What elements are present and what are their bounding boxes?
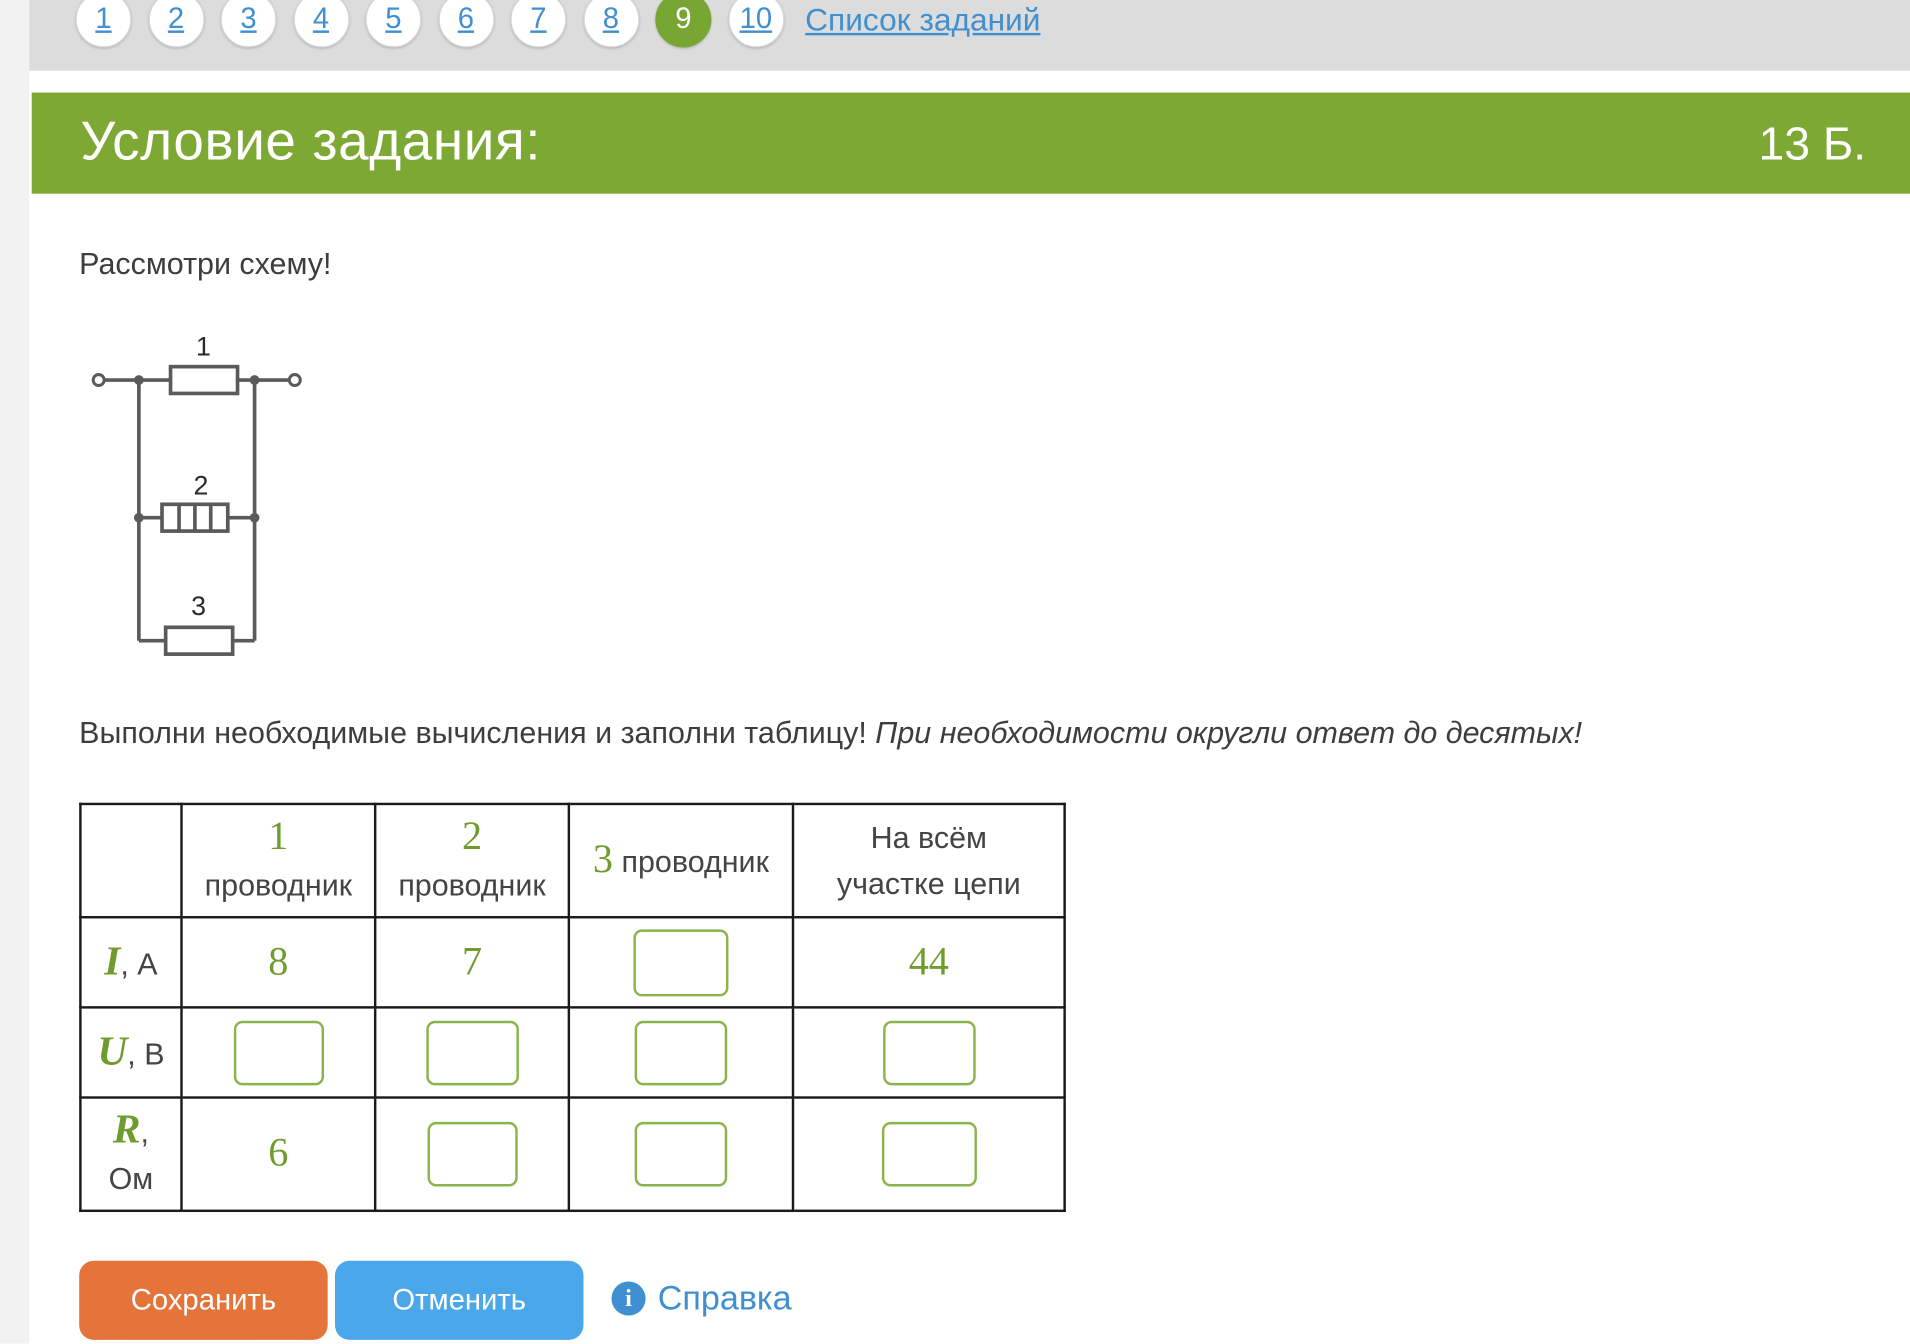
row-head-voltage	[80, 1007, 181, 1097]
resistor-1	[171, 367, 238, 394]
instruction-italic: При необходимости округли ответ до десятых!	[875, 716, 1583, 751]
input-r-total[interactable]	[881, 1122, 976, 1187]
cell-u-1	[181, 1007, 375, 1097]
task-nav-7[interactable]: 7	[510, 0, 566, 48]
input-r-3[interactable]	[635, 1122, 728, 1187]
cell-i-3	[569, 917, 793, 1007]
col-head-3	[569, 804, 793, 917]
junction-dot-4	[250, 513, 260, 523]
input-u-total[interactable]	[883, 1020, 976, 1085]
task-nav-6[interactable]: 6	[438, 0, 494, 48]
help-link-label: Справка	[657, 1279, 792, 1317]
resistor-label-3: 3	[191, 591, 207, 622]
resistor-label-1: 1	[195, 331, 211, 362]
value-i-total: 44	[908, 939, 949, 984]
col-head-total: На всём участке цепи	[793, 804, 1065, 917]
input-u-3[interactable]	[635, 1020, 728, 1085]
intro-text: Рассмотри схему!	[79, 247, 332, 282]
task-nav-4[interactable]: 4	[293, 0, 349, 48]
unit-voltage: , В	[127, 1037, 165, 1072]
save-button[interactable]: Сохранить	[79, 1261, 327, 1340]
col-head-2-num: 2	[461, 814, 483, 859]
cell-u-total	[793, 1007, 1065, 1097]
col-head-3-text: проводник	[621, 844, 769, 879]
unit-resistance: Ом	[108, 1161, 154, 1196]
cancel-button[interactable]: Отменить	[335, 1261, 583, 1340]
input-u-2[interactable]	[426, 1020, 519, 1085]
col-head-1	[181, 804, 375, 917]
input-i-3[interactable]	[633, 929, 728, 996]
cell-u-3	[569, 1007, 793, 1097]
terminal-left	[93, 375, 104, 386]
table-row-resistance	[80, 1098, 1064, 1211]
row-head-current	[80, 917, 181, 1007]
col-head-3-num: 3	[592, 837, 614, 882]
col-head-2-text: проводник	[398, 867, 546, 903]
help-link[interactable]	[611, 1279, 791, 1318]
task-nav-10[interactable]: 10	[728, 0, 784, 48]
circuit-diagram	[76, 319, 320, 666]
col-head-2	[375, 804, 569, 917]
symbol-current: I	[104, 939, 121, 985]
value-r-1: 6	[268, 1131, 289, 1176]
info-icon: i	[611, 1281, 645, 1315]
task-nav-5[interactable]: 5	[365, 0, 421, 48]
symbol-resistance: R	[112, 1106, 141, 1152]
task-nav	[76, 0, 1041, 50]
task-nav-1[interactable]: 1	[76, 0, 132, 48]
unit-resistance-comma: ,	[140, 1115, 149, 1150]
cell-r-2	[375, 1098, 569, 1211]
instruction-main: Выполни необходимые вычисления и заполни таблицу!	[79, 716, 876, 751]
terminal-right	[289, 375, 300, 386]
resistor-3	[166, 627, 233, 654]
task-list-link[interactable]: Список заданий	[805, 0, 1041, 38]
table-row-voltage	[80, 1007, 1064, 1097]
task-nav-8[interactable]: 8	[583, 0, 639, 48]
junction-dot-3	[134, 513, 144, 523]
task-nav-3[interactable]: 3	[220, 0, 276, 48]
junction-dot-2	[250, 375, 260, 385]
task-nav-2[interactable]: 2	[148, 0, 204, 48]
instruction-text	[79, 716, 1582, 751]
cell-i-total	[793, 917, 1065, 1007]
left-rail	[0, 0, 29, 1344]
resistor-label-2: 2	[193, 470, 209, 501]
cell-i-1	[181, 917, 375, 1007]
table-header-row	[80, 804, 1064, 917]
cell-u-2	[375, 1007, 569, 1097]
cell-r-total	[793, 1098, 1065, 1211]
values-table	[79, 803, 1066, 1212]
value-i-1: 8	[268, 939, 289, 984]
task-title: Условие задания:	[80, 109, 542, 172]
col-head-1-text: проводник	[204, 867, 353, 903]
cell-r-3	[569, 1098, 793, 1211]
value-i-2: 7	[461, 939, 483, 984]
table-corner-cell	[80, 804, 181, 917]
row-head-resistance	[80, 1098, 181, 1211]
input-r-2[interactable]	[427, 1122, 517, 1187]
task-points: 13 Б.	[1758, 119, 1867, 171]
cell-i-2	[375, 917, 569, 1007]
input-u-1[interactable]	[233, 1020, 323, 1085]
symbol-voltage: U	[97, 1029, 128, 1075]
task-header	[32, 93, 1910, 194]
col-head-1-num: 1	[268, 814, 289, 859]
cell-r-1	[181, 1098, 375, 1211]
task-nav-9-current[interactable]: 9	[655, 0, 711, 48]
table-row-current	[80, 917, 1064, 1007]
unit-current: , А	[120, 947, 158, 982]
junction-dot-1	[134, 375, 144, 385]
